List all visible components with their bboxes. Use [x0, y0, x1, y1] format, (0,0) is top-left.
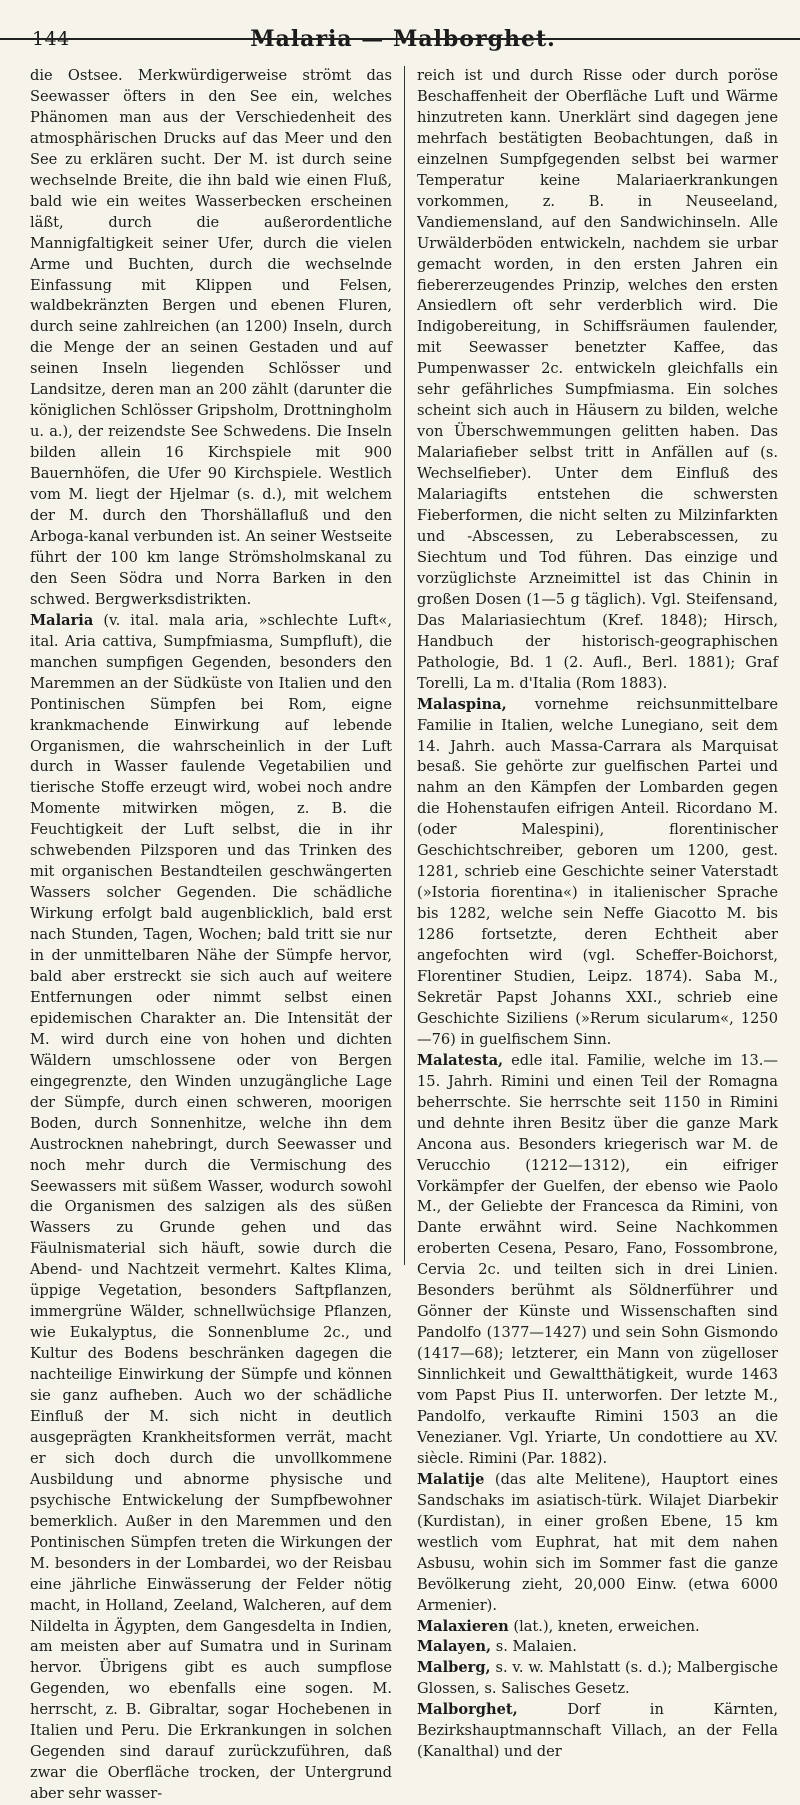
entry-text: s. Malaien. — [491, 1638, 577, 1656]
right-column — [404, 66, 778, 1761]
entry-text: (das alte Melitene), Hauptort eines Sandschaks im asiatisch-türk. Wilajet Diarbekir (Kurdistan), in einer großen Ebene, 15 km westlich vom Euphrat, hat mit dem nahen Asbusu, wohin sich im Sommer fast die ganze Bevölkerung zieht, 20,000 Einw. (etwa 6000 Armenier). — [417, 1470, 778, 1614]
entry-headword: Malaspina, — [417, 695, 507, 713]
article-entry — [417, 1617, 778, 1638]
left-column — [30, 66, 404, 1803]
entry-text: reich ist und durch Risse oder durch poröse Beschaffenheit der Oberfläche Luft und Wärme hinzutreten kann. Unerklärt sind dagegen jene mehrfach bestätigten Beobachtungen, daß in einzelnen Sumpfgegenden selbst bei warmer Temperatur keine Malariaerkrankungen vorkommen, z. B. in Neuseeland, Vandiemensland, auf den Sandwichinseln. Alle Urwälderböden entwickeln, nachdem sie urbar gemacht worden, in den ersten Jahren ein fiebererzeugendes Prinzip, welches den ersten Ansiedlern oft sehr verderblich wird. Die Indigobereitung, in Schiffsräumen faulender, mit Seewasser benetzter Kaffee, das Pumpenwasser 2c. entwickeln gleichfalls ein sehr gefährliches Sumpfmiasma. Ein solches scheint sich auch in Häusern zu bilden, welche von Überschwemmungen gelitten haben. Das Malariafieber selbst tritt in Anfällen auf (s. Wechselfieber). Unter dem Einfluß des Malariagifts entstehen die schwersten Fieberformen, die nicht selten zu Milzinfarkten und -Abscessen, zu Leberabscessen, zu Siechtum und Tod führen. Das einzige und vorzüglichste Arzneimittel ist das Chinin in großen Dosen (1—5 g täglich). Vgl. Steifensand, Das Malariasiechtum (Kref. 1848); Hirsch, Handbuch der historisch-geographischen Pathologie, Bd. 1 (2. Aufl., Berl. 1881); Graf Torelli, La m. d'Italia (Rom 1883). — [417, 67, 778, 692]
article-entry — [417, 1658, 778, 1700]
entry-headword: Malaria — [30, 611, 94, 629]
entry-text: vornehme reichsunmittelbare Familie in Italien, welche Lunegiano, seit dem 14. Jahrh. auch Massa-Carrara als Marquisat besaß. Sie gehörte zur guelfischen Partei und nahm an den Kämpfen der Lombarden gegen die Hohenstaufen eifrigen Anteil. Ricordano M. (oder Malespini), florentinischer Geschichtschreiber, geboren um 1200, gest. 1281, schrieb eine Geschichte seiner Vaterstadt (»Istoria fiorentina«) in italienischer Sprache bis 1282, welche sein Neffe Giacotto M. bis 1286 fortsetzte, deren Echtheit aber angefochten wird (vgl. Scheffer-Boichorst, Florentiner Studien, Leipz. 1874). Saba M., Sekretär Papst Johanns XXI., schrieb eine Geschichte Siziliens (»Rerum sicularum«, 1250—76) in guelfischem Sinn. — [417, 695, 778, 1048]
article-entry — [417, 66, 778, 695]
header-rule — [0, 38, 800, 40]
entry-headword: Malaxieren — [417, 1617, 509, 1635]
entry-headword: Malatesta, — [417, 1051, 504, 1069]
page-number: 144 — [32, 28, 70, 50]
article-entry — [30, 611, 392, 1805]
article-entry — [30, 66, 392, 611]
article-entry — [417, 695, 778, 1051]
entry-headword: Malayen, — [417, 1638, 492, 1656]
entry-headword: Malatije — [417, 1470, 485, 1488]
article-entry — [417, 1470, 778, 1617]
entry-text: (v. ital. mala aria, »schlechte Luft«, ital. Aria cattiva, Sumpfmiasma, Sumpfluft), die manchen sumpfigen Gegenden, besonders den Maremmen an der Südküste von Italien und den Pontinischen Sümpfen bei Rom, eigne krankmachende Einwirkung auf lebende Organismen, die wahrscheinlich in der Luft durch in Wasser faulende Vegetabilien und tierische Stoffe erzeugt wird, wobei noch andre Momente mitwirken mögen, z. B. die Feuchtigkeit der Luft selbst, die in ihr schwebenden Pilzsporen und das Trinken des mit organischen Bestandteilen geschwängerten Wassers solcher Gegenden. Die schädliche Wirkung erfolgt bald augenblicklich, bald erst nach Stunden, Tagen, Wochen; bald tritt sie nur in der unmittelbaren Nähe der Sümpfe hervor, bald aber erstreckt sie sich auch auf weitere Entfernungen oder nimmt selbst einen epidemischen Charakter an. Die Intensität der M. wird durch eine von hohen und dichten Wäldern umschlossene oder von Bergen eingegrenzte, den Winden unzugängliche Lage der Sümpfe, durch einen schweren, moorigen Boden, durch Sonnenhitze, welche ihn dem Austrocknen nahebringt, durch Seewasser und noch mehr durch die Vermischung des Seewassers mit süßem Wasser, wodurch sowohl die Organismen des salzigen als des süßen Wassers zu Grunde gehen und das Fäulnismaterial sich häuft, sowie durch die Abend- und Nachtzeit vermehrt. Kaltes Klima, üppige Vegetation, besonders Saftpflanzen, immergrüne Wälder, schnellwüchsige Pflanzen, wie Eukalyptus, die Sonnenblume 2c., und Kultur des Bodens beschränken dagegen die nachteilige Einwirkung der Sümpfe und können sie ganz aufheben. Auch wo der schädliche Einfluß der M. sich nicht in deutlich ausgeprägten Krankheitsformen verrät, macht er sich doch durch die unvollkommene Ausbildung und abnorme physische und psychische Entwickelung der Sumpfbewohner bemerklich. Außer in den Maremmen und den Pontinischen Sümpfen treten die Wirkungen der M. besonders in der Lombardei, wo der Reisbau eine jährliche Einwässerung der Felder nötig macht, in Holland, Zeeland, Walcheren, auf dem Nildelta in Ägypten, dem Gangesdelta in Indien, am meisten aber auf Sumatra und in Surinam hervor. Übrigens gibt es auch sumpflose Gegenden, wo ebenfalls eine sogen. M. herrscht, z. B. Gibraltar, sogar Hochebenen in Italien und Peru. Die Erkrankungen in solchen Gegenden sind darauf zurückzuführen, daß zwar die Oberfläche trocken, der Untergrund aber sehr wasser- — [30, 611, 392, 1803]
article-entry — [417, 1700, 778, 1763]
article-entry — [417, 1051, 778, 1470]
text-columns — [30, 66, 778, 1803]
entry-text: die Ostsee. Merkwürdigerweise strömt das Seewasser öfters in den See ein, welches Phänomen man aus der Verschiedenheit des atmosphärischen Drucks auf das Meer und den See zu erklären sucht. Der M. ist durch seine wechselnde Breite, die ihn bald wie einen Fluß, bald wie ein weites Wasserbecken erscheinen läßt, durch die außerordentliche Mannigfaltigkeit seiner Ufer, durch die vielen Arme und Buchten, durch die wechselnde Einfassung mit Klippen und Felsen, waldbekränzten Bergen und ebenen Fluren, durch seine zahlreichen (an 1200) Inseln, durch die Menge der an seinen Gestaden und auf seinen Inseln liegenden Schlösser und Landsitze, deren man an 200 zählt (darunter die königlichen Schlösser Gripsholm, Drottningholm u. a.), der reizendste See Schwedens. Die Inseln bilden allein 16 Kirchspiele mit 900 Bauernhöfen, die Ufer 90 Kirchspiele. Westlich vom M. liegt der Hjelmar (s. d.), mit welchem der M. durch den Thorshällafluß und den Arboga-kanal verbunden ist. An seiner Westseite führt der 100 km lange Strömsholmskanal zu den Seen Södra und Norra Barken in den schwed. Bergwerksdistrikten. — [30, 67, 392, 608]
entry-text: edle ital. Familie, welche im 13.—15. Jahrh. Rimini und einen Teil der Romagna beherrschte. Sie herrschte seit 1150 in Rimini und dehnte ihren Besitz über die ganze Mark Ancona aus. Besonders kriegerisch war M. de Verucchio (1212—1312), ein eifriger Vorkämpfer der Guelfen, der ebenso wie Paolo M., der Geliebte der Francesca da Rimini, von Dante erwähnt wird. Seine Nachkommen eroberten Cesena, Pesaro, Fano, Fossombrone, Cervia 2c. und teilten sich in drei Linien. Besonders berühmt als Söldnerführer und Gönner der Künste und Wissenschaften sind Pandolfo (1377—1427) und sein Sohn Gismondo (1417—68); letzterer, ein Mann von zügelloser Sinnlichkeit und Gewaltthätigkeit, wurde 1463 vom Papst Pius II. unterworfen. Der letzte M., Pandolfo, verkaufte Rimini 1503 an die Venezianer. Vgl. Yriarte, Un condottiere au XV. siècle. Rimini (Par. 1882). — [417, 1051, 778, 1467]
entry-headword: Malborghet, — [417, 1701, 518, 1719]
page-title: Malaria — Malborghet. — [250, 26, 556, 52]
entry-text: (lat.), kneten, erweichen. — [508, 1617, 700, 1635]
entry-headword: Malberg, — [417, 1659, 491, 1677]
entry-text: s. v. w. Mahlstatt (s. d.); Malbergische Glossen, s. Salisches Gesetz. — [417, 1659, 778, 1698]
article-entry — [417, 1637, 778, 1658]
entry-text: Dorf in Kärnten, Bezirkshauptmannschaft Villach, an der Fella (Kanalthal) und der — [417, 1701, 778, 1761]
